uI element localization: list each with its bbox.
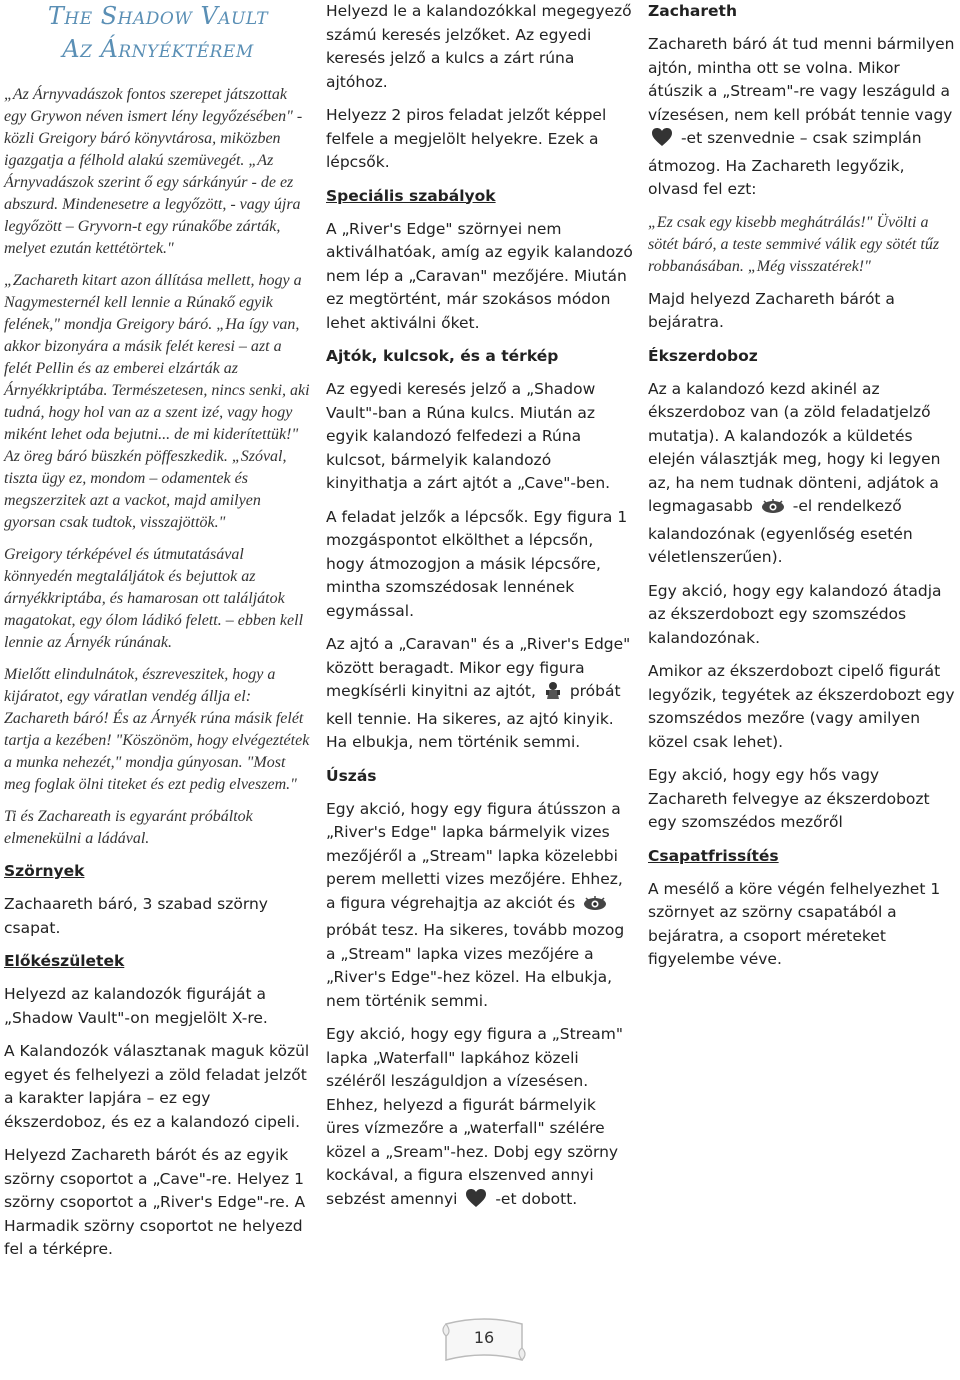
column-right [648, 0, 958, 982]
paragraph: A „River's Edge" szörnyei nem aktiválhatóak, amíg az egyik kalandozó nem lép a „Caravan" mezőjére. Miután ez megtörtént, már szokásos módon lehet aktiválni őket. [326, 219, 633, 332]
paragraph: A feladat jelzők a lépcsők. Egy figura 1 mozgáspontot elkölthet a lépcsőn, hogy átmozogjon a másik lépcsőre, mintha szomszédosak lennének egymással. [326, 507, 628, 620]
heart-icon [651, 127, 673, 155]
heading-special-rules: Speciális szabályok [326, 186, 496, 205]
heading-doors-keys: Ajtók, kulcsok, és a térkép [326, 347, 559, 365]
flavor-text: Mielőtt elindulnátok, észreveszitek, hogy a kijáratot, egy váratlan vendég állja el: Zachareth báró! És az Árnyék rúna másik felét tartja a kezében! "Köszönöm, hogy elvégeztétek a munka nehezét," mondja gúnyosan. "Most meg foglak ölni titeket és ezt pedig elveszem." [4, 666, 310, 793]
paragraph [648, 378, 958, 570]
paragraph: Helyezz 2 piros feladat jelzőt képpel felfele a megjelölt helyekre. Ezek a lépcsők. [326, 106, 607, 171]
paragraph: Helyezd le a kalandozókkal megegyező számú keresés jelzőket. Az egyedi keresés jelző a kulcs a zárt rúna ajtóhoz. [326, 2, 632, 91]
paragraph-text: Zachareth báró át tud menni bármilyen ajtón, mintha ott se volna. Mikor átúszik a „Stream"-re vagy leszáguld a vízesésen, nem kell próbát tennie vagy [648, 35, 955, 124]
heading-setup: Előkészületek [4, 952, 125, 970]
paragraph: A mesélő a köre végén felhelyezhet 1 szörnyet az szörny csapatából a bejáratra, a csoport méreteket figyelembe véve. [648, 879, 941, 968]
heading-zachareth: Zachareth [648, 2, 737, 20]
paragraph: Helyezd Zachareth bárót és az egyik szörny csoportot a „Cave"-re. Helyez 1 szörny csoportot a „River's Edge"-re. A Harmadik szörny csoportot ne helyezd fel a térképre. [4, 1146, 306, 1258]
paragraph: Az egyedi keresés jelző a „Shadow Vault"-ban a Rúna kulcs. Miután az egyik kalandozó felfedezi a Rúna kulcsot, bármelyik kalandozó kinyithatja a zárt ajtót a „Cave"-ben. [326, 380, 611, 492]
paragraph-text: -et szenvednie – csak szimplán átmozog. Ha Zachareth legyőzik, olvasd fel ezt: [648, 129, 922, 198]
strength-icon [544, 680, 562, 708]
heading-reinforcements: Csapatfrissítés [648, 846, 779, 865]
paragraph: Egy akció, hogy egy kalandozó átadja az ékszerdobozt egy szomszédos kalandozónak. [648, 581, 942, 647]
paragraph-text: Egy akció, hogy egy figura a „Stream" lapka „Waterfall" lapkához közeli széléről leszáguldjon a vízesésen. Ehhez, helyezd a figurát bármelyik üres vízmezőre a „waterfall" szélére közel a „Sream"-hez. Dobj egy szörny kockával, a figura elszenved annyi sebzést amennyi [326, 1025, 623, 1208]
flavor-text: Greigory térképével és útmutatásával könnyedén megtaláljátok és bejuttok az árnyékkriptába, és hamarosan ott találjátok magatokat, egy ólom ládikó felett. – ebben kell lennie az Árnyék rúnának. [4, 546, 304, 651]
paragraph [648, 33, 958, 202]
paragraph-text: próbát tesz. Ha sikeres, tovább mozog a „Stream" lapka vizes mezőjére a „River's Edge"-hez közel. Ha elbukja, nem történik semmi. [326, 921, 625, 1010]
paragraph: A Kalandozók választanak maguk közül egyet és felhelyezi a zöld feladat jelzőt a karakter lapjára – ez egy ékszerdoboz, és ez a kalandozó cipeli. [4, 1042, 310, 1131]
heading-jewel-box: Ékszerdoboz [648, 346, 758, 365]
paragraph-text: -el rendelkező kalandozónak (egyenlőség esetén véletlenszerűen). [648, 497, 913, 566]
heading-swimming: Úszás [326, 766, 377, 785]
paragraph-text: Az ajtó a „Caravan" és a „River's Edge" között beragadt. Mikor egy figura megkísérli kinyitni az ajtót, [326, 635, 631, 700]
flavor-text: „Ez csak egy kisebb meghátrálás!" Üvölti a sötét báró, a teste semmivé válik egy sötét tűz robbanásában. „Még visszatérek!" [648, 213, 940, 275]
scenario-title-en: The Shadow Vault [47, 2, 269, 30]
paragraph: Egy akció, hogy egy hős vagy Zachareth felvegye az ékszerdobozt egy szomszédos mezőről [648, 766, 930, 831]
paragraph: Zachaareth báró, 3 szabad szörny csapat. [4, 895, 268, 937]
column-left [4, 0, 312, 1272]
paragraph-text: Az a kalandozó kezd akinél az ékszerdoboz van (a zöld feladatjelző mutatja). A kalandozók a küldetés elején választják meg, hogy ki legyen az, ha nem tudnak dönteni, adjátok a legmagasabb [648, 379, 941, 515]
paragraph-text: -et dobott. [495, 1189, 578, 1208]
heart-icon [465, 1188, 487, 1216]
page-number: 16 [473, 1328, 495, 1347]
paragraph-text: Egy akció, hogy egy figura átússzon a „River's Edge" lapka bármelyik vizes mezőjéről a „Stream" lapka közelebbi perem melletti vizes mezőjére. Ehhez, a figura végrehajtja az akciót és [326, 799, 623, 912]
knowledge-icon [761, 499, 785, 523]
scenario-title-hu: Az Árnyéktérem [62, 35, 254, 63]
column-middle [326, 0, 634, 1225]
heading-monsters: Szörnyek [4, 862, 85, 880]
flavor-text: „Az Árnyvadászok fontos szerepet játszottak egy Grywon néven ismert lény legyőzésében" - közli Greigory báró könyvtárosa, miközben igazgatja a félhold alakú szemüvegét. „Az Árnyvadászok szerint ő egy sárkányúr - de ez abszurd. Mindenesetre a legyőzött, - vagy újra legyőzött – Gryvorn-t egy rúnakőbe zárták, melyet ezután kettétörtek." [4, 86, 303, 257]
paragraph [326, 798, 634, 1014]
paragraph-text: próbát kell tennie. Ha sikeres, az ajtó kinyik. Ha elbukja, nem történik semmi. [326, 682, 621, 751]
page-number-scroll [432, 1310, 536, 1370]
paragraph: Amikor az ékszerdobozt cipelő figurát legyőzik, tegyétek az ékszerdobozt egy szomszédos mezőre (vagy amilyen közel csak lehet). [648, 662, 955, 751]
flavor-text: Ti és Zachareath is egyaránt próbáltok elmenekülni a ládával. [4, 808, 253, 847]
awareness-icon [583, 896, 607, 920]
paragraph: Helyezd az kalandozók figuráját a „Shadow Vault"-on megjelölt X-re. [4, 985, 268, 1027]
paragraph: Majd helyezd Zachareth bárót a bejáratra. [648, 289, 895, 331]
paragraph [326, 1023, 634, 1215]
flavor-text: „Zachareth kitart azon állítása mellett, hogy a Nagymesternél kell lennie a Rúnakő egyik felének," mondja Greigory báró. „Ha így van, akkor bizonyára a másik felét keresi – azt a felét Pellin és az emberei elzárták az Árnyékkriptába. Természetesen, nincs senki, aki tudná, hogy hol van az a szent izé, vagy hogy miként lehet oda bejutni... de mi kiderítettük!" Az öreg báró büszkén pöffeszkedik. „Szóval, tiszta ügy ez, mondom – odamentek és megszerzitek azt a vackot, majd amilyen gyorsan csak tudtok, visszajöttök." [4, 272, 310, 531]
paragraph [326, 633, 634, 755]
